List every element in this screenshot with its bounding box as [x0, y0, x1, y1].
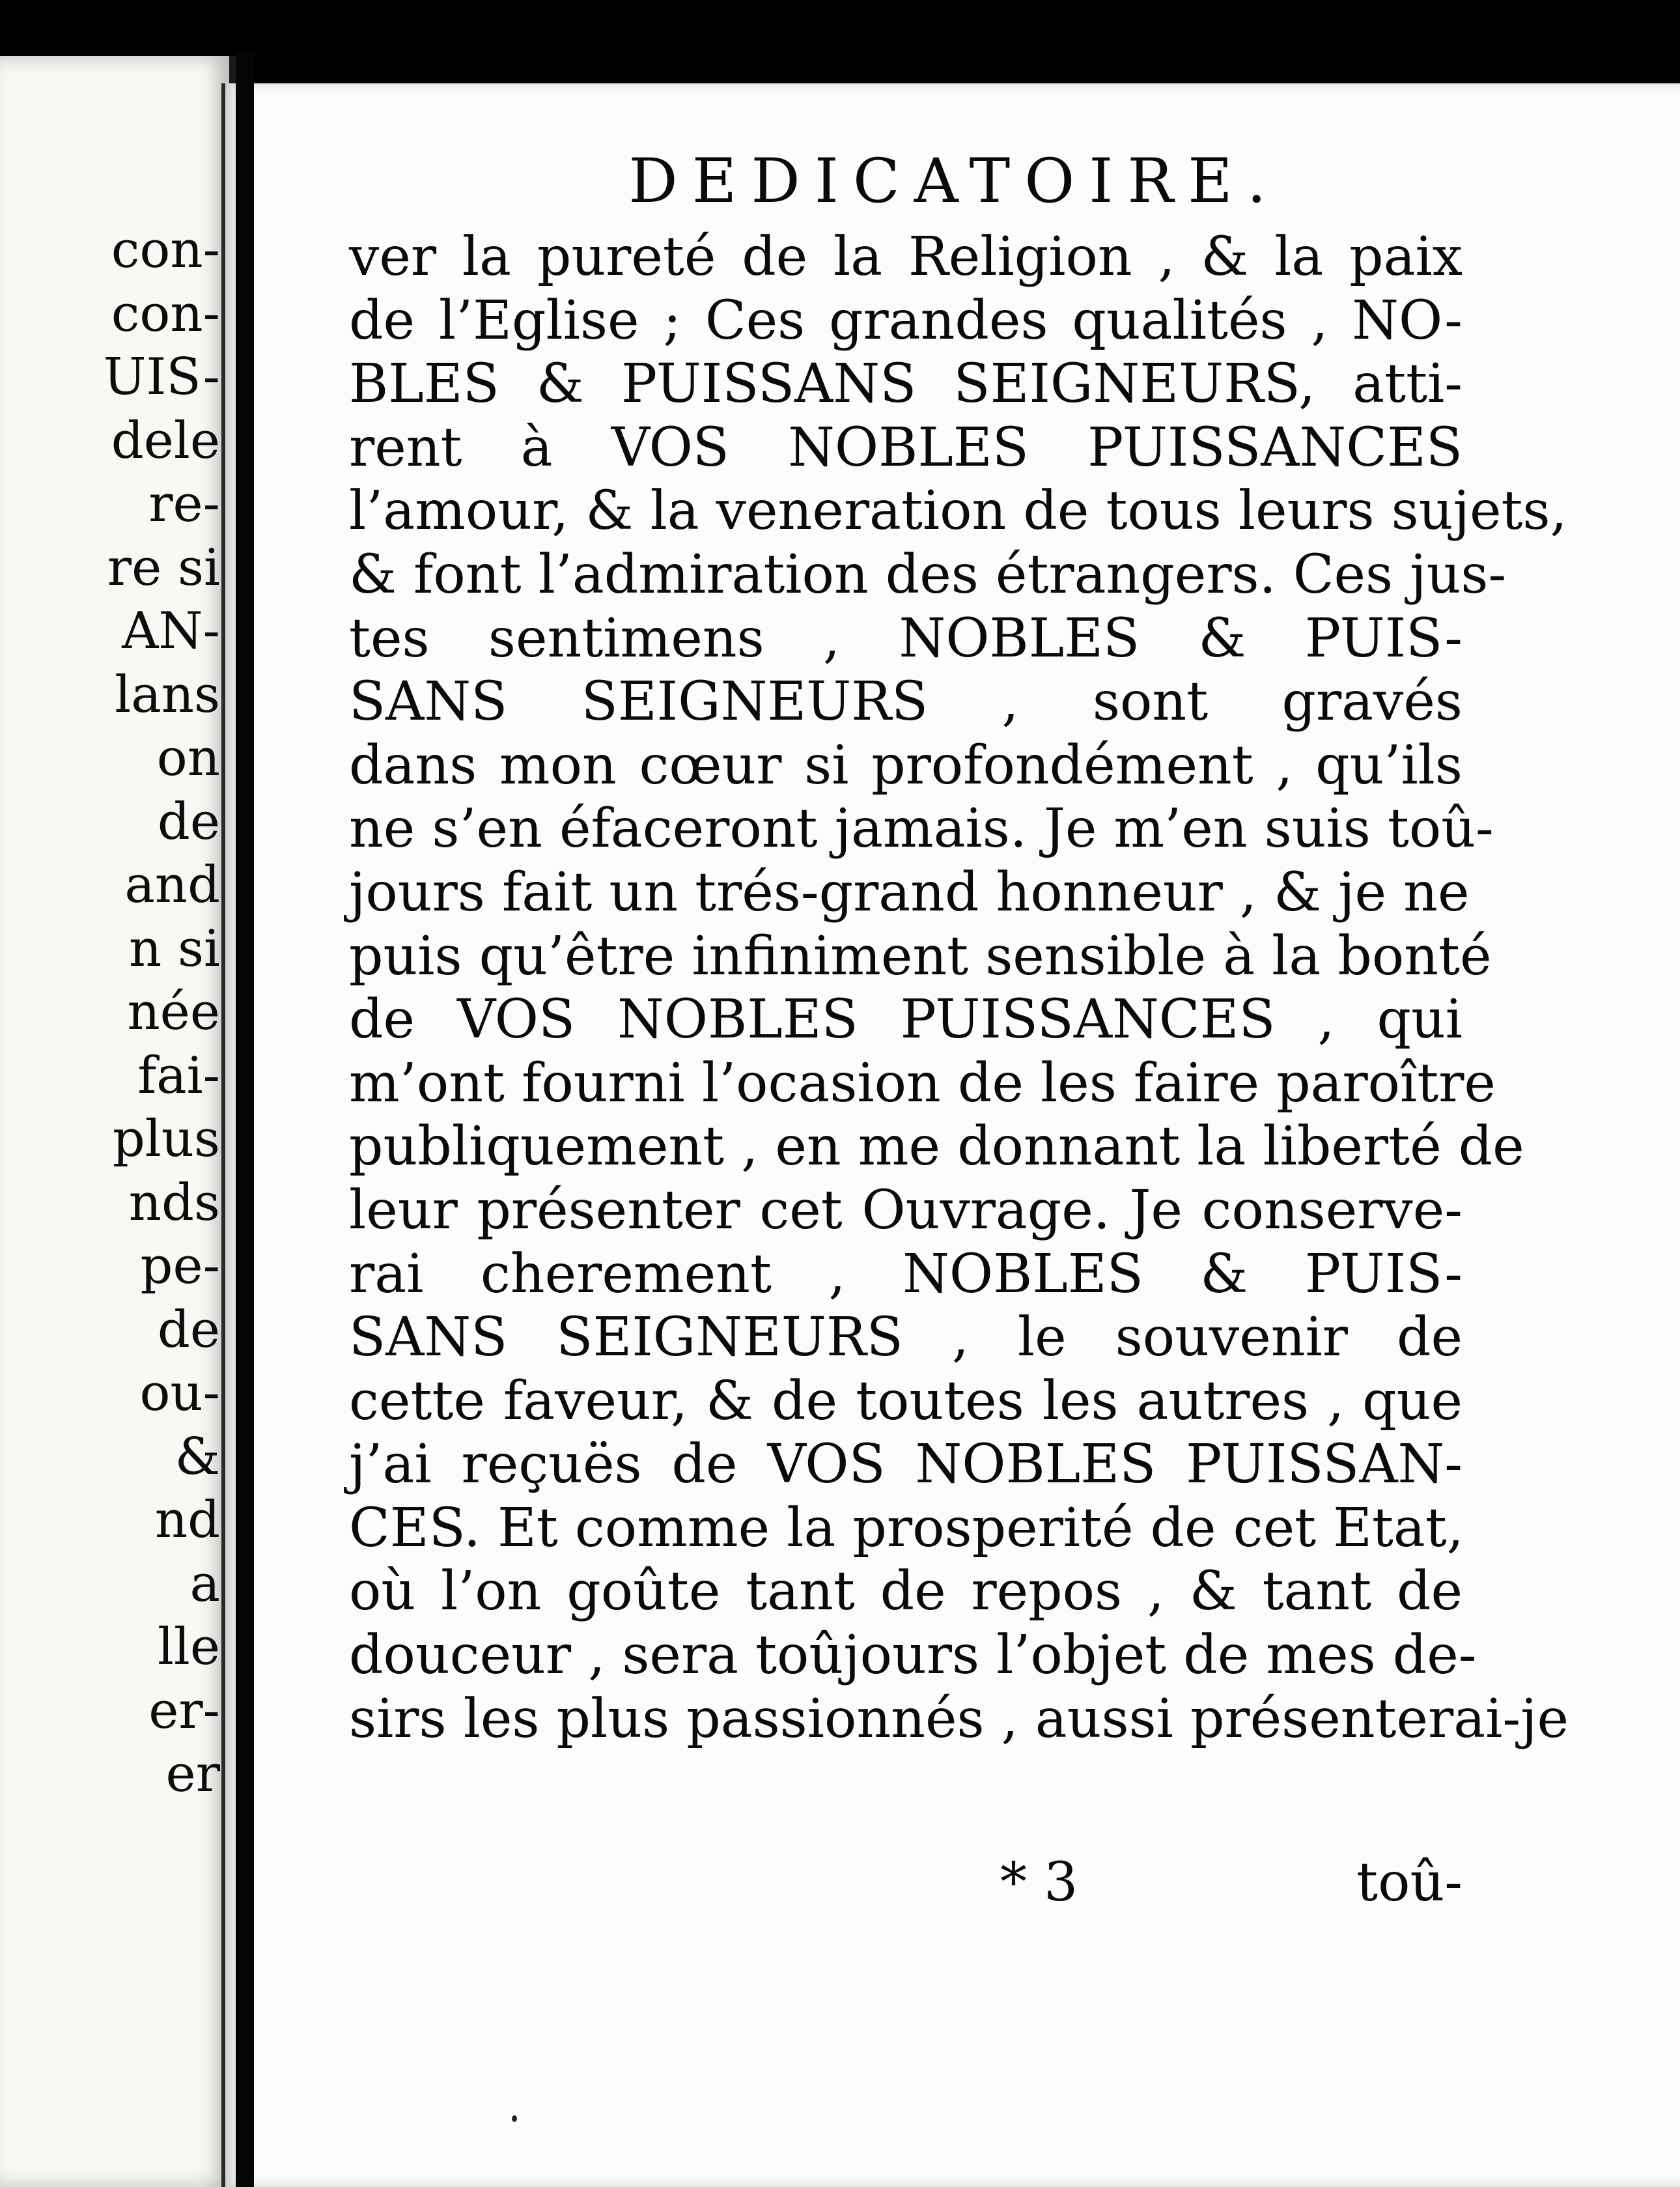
text-line: puis qu’être infiniment sensible à la bonté [349, 925, 1492, 987]
left-fragment: n si [128, 919, 220, 978]
text-line: & font l’admiration des étrangers. Ces jus- [349, 543, 1507, 606]
body-text [349, 225, 1569, 1751]
text-line: SANS SEIGNEURS , le souvenir de [349, 1306, 1463, 1369]
left-fragment: de [157, 1300, 220, 1359]
text-line: sirs les plus passionnés , aussi présenterai-je [349, 1687, 1569, 1750]
left-fragment: pe- [140, 1237, 220, 1295]
text-line: ver la pureté de la Religion , & la paix [349, 226, 1463, 288]
left-fragment: lans [115, 665, 220, 724]
left-fragment: UIS- [103, 348, 220, 406]
left-fragment: on [156, 729, 220, 787]
text-line: SANS SEIGNEURS , sont gravés [349, 671, 1463, 733]
left-fragment: nds [128, 1173, 220, 1232]
text-line: jours fait un trés-grand honneur , & je ne [349, 861, 1470, 924]
left-fragment: er [165, 1745, 220, 1803]
text-line: CES. Et comme la prosperité de cet Etat, [349, 1497, 1464, 1559]
left-fragment: & [175, 1427, 220, 1486]
left-fragment: AN- [122, 602, 220, 660]
text-line: où l’on goûte tant de repos , & tant de [349, 1560, 1463, 1623]
text-line: l’amour, & la veneration de tous leurs sujets, [349, 480, 1567, 543]
left-fragment: plus [112, 1110, 220, 1168]
text-line: rai cherement , NOBLES & PUIS- [349, 1243, 1463, 1305]
left-fragment: dele [111, 411, 220, 470]
text-line: rent à VOS NOBLES PUISSANCES [349, 416, 1463, 479]
signature-mark: * 3 [1000, 1852, 1078, 1913]
page-gutter [236, 52, 254, 2187]
left-fragment: er- [148, 1681, 220, 1740]
text-line: de VOS NOBLES PUISSANCES , qui [349, 989, 1463, 1051]
text-line: leur présenter cet Ouvrage. Je conserve- [349, 1179, 1463, 1241]
catchword: toû- [1356, 1852, 1463, 1913]
left-fragment: con- [111, 221, 220, 279]
left-fragment: lle [157, 1618, 220, 1676]
book-page [221, 83, 1680, 2187]
left-fragment: re si [107, 538, 220, 597]
text-line: ne s’en éfaceront jamais. Je m’en suis toû- [349, 798, 1494, 860]
text-line: douceur , sera toûjours l’objet de mes de- [349, 1624, 1477, 1687]
left-page-text [104, 219, 220, 1807]
page-footer [349, 1852, 1463, 1917]
left-fragment: con- [111, 284, 220, 343]
left-fragment: de [157, 792, 220, 851]
left-fragment: re- [148, 475, 220, 533]
left-page-fragment [0, 56, 236, 2187]
ink-speck [512, 2115, 517, 2122]
left-fragment: fai- [137, 1046, 220, 1105]
left-fragment: nd [154, 1491, 220, 1549]
text-line: de l’Eglise ; Ces grandes qualités , NO- [349, 289, 1463, 352]
text-line: m’ont fourni l’ocasion de les faire paroître [349, 1052, 1496, 1114]
text-line: tes sentimens , NOBLES & PUIS- [349, 607, 1463, 670]
left-fragment: a [189, 1554, 220, 1613]
text-line: j’ai reçuës de VOS NOBLES PUISSAN- [349, 1433, 1463, 1496]
left-fragment: ou- [139, 1364, 220, 1422]
text-line: dans mon cœur si profondément , qu’ils [349, 734, 1463, 797]
left-fragment: née [127, 983, 220, 1041]
text-line: cette faveur, & de toutes les autres , que [349, 1370, 1463, 1432]
text-line: publiquement , en me donnant la liberté de [349, 1116, 1524, 1178]
running-head: DEDICATOIRE. [628, 146, 1281, 217]
left-fragment: and [124, 856, 220, 914]
text-line: BLES & PUISSANS SEIGNEURS, atti- [349, 353, 1463, 416]
